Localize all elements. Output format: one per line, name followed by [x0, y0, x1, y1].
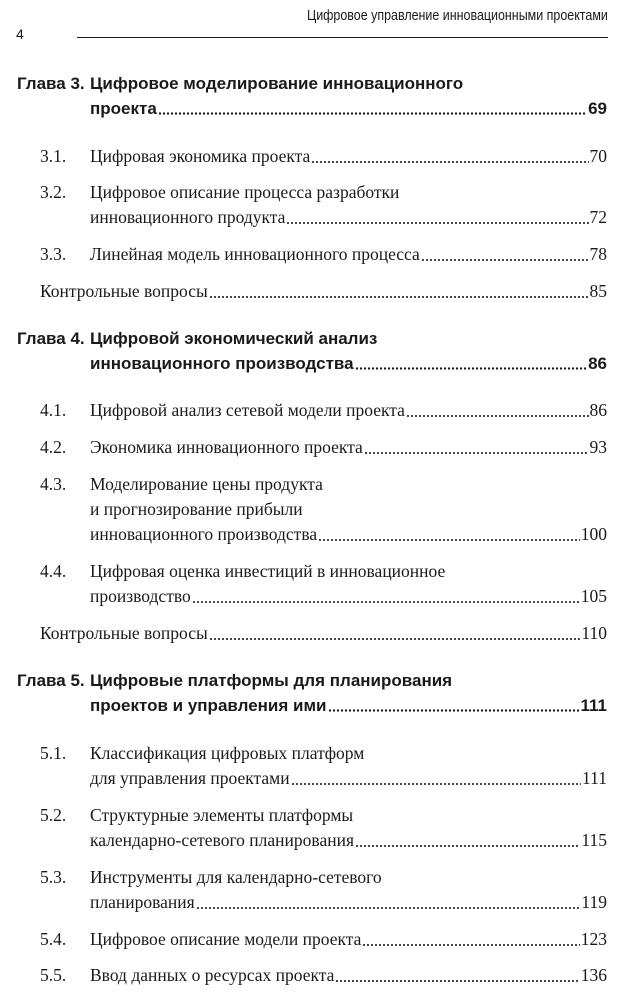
dot-leader	[209, 296, 589, 298]
section-number: 4.1.	[40, 400, 67, 420]
page-ref: 110	[581, 623, 607, 643]
dot-leader	[311, 161, 588, 163]
page-header	[0, 0, 628, 40]
toc-section-4-3	[0, 472, 628, 547]
section-entry	[90, 890, 607, 915]
dot-leader	[364, 452, 589, 454]
page-ref: 100	[580, 524, 607, 544]
chapter-title-line: проекта	[90, 99, 157, 118]
section-title: календарно-сетевого планирования	[90, 830, 354, 850]
section-number: 4.4.	[40, 561, 67, 581]
section-title: инновационного производства	[90, 524, 318, 544]
section-number: 5.3.	[40, 867, 67, 887]
dot-leader	[335, 980, 579, 982]
page-ref: 78	[589, 244, 607, 264]
toc-section-5-4	[0, 927, 628, 952]
chapter-title-entry	[90, 693, 607, 718]
toc-section-5-2	[0, 803, 628, 853]
dot-leader	[209, 638, 581, 640]
section-title: планирования	[90, 892, 195, 912]
page-ref: 69	[588, 99, 607, 118]
dot-leader	[196, 907, 581, 909]
section-number: 5.2.	[40, 805, 67, 825]
section-entry	[90, 398, 607, 423]
dot-leader	[421, 259, 589, 261]
page-ref: 93	[589, 437, 607, 457]
page-ref: 115	[581, 830, 607, 850]
dot-leader	[286, 222, 588, 224]
section-entry	[90, 927, 607, 952]
section-title: для управления проектами	[90, 768, 290, 788]
section-title: Ввод данных о ресурсах проекта	[90, 965, 335, 985]
toc-review-questions-3	[0, 279, 628, 304]
section-title: Цифровой анализ сетевой модели проекта	[90, 400, 405, 420]
page-ref: 86	[589, 400, 607, 420]
dot-leader	[362, 944, 579, 946]
page-number: 4	[16, 26, 24, 42]
page-ref: 85	[589, 281, 607, 301]
section-entry	[90, 766, 607, 791]
section-title-line: Инструменты для календарно-сетевого	[90, 867, 382, 887]
toc-chapter-4	[0, 326, 628, 378]
toc-section-3-1	[0, 144, 628, 169]
running-title: Цифровое управление инновационными проектами	[307, 8, 608, 24]
section-title-line: и прогнозирование прибыли	[90, 499, 303, 519]
section-entry	[90, 144, 607, 169]
section-title: Цифровая экономика проекта	[90, 146, 311, 166]
dot-leader	[355, 845, 580, 847]
chapter-title-entry	[90, 96, 607, 121]
section-title-line: Цифровое описание процесса разработки	[90, 182, 400, 202]
section-number: 3.1.	[40, 146, 67, 166]
toc-chapter-3	[0, 71, 628, 123]
chapter-title-line: инновационного производства	[90, 354, 354, 373]
page-ref: 86	[588, 354, 607, 373]
chapter-title-line: Цифровые платформы для планирования	[90, 671, 453, 690]
section-number: 3.3.	[40, 244, 67, 264]
toc-section-3-2	[0, 180, 628, 230]
dot-leader	[318, 539, 580, 541]
page-ref: 70	[589, 146, 607, 166]
section-entry	[90, 242, 607, 267]
chapter-title-line: Цифровой экономический анализ	[90, 329, 378, 348]
section-title: инновационного продукта	[90, 207, 286, 227]
section-title: производство	[90, 586, 191, 606]
section-entry	[90, 963, 607, 988]
toc-review-questions-4	[0, 621, 628, 646]
section-number: 4.2.	[40, 437, 67, 457]
section-number: 5.4.	[40, 929, 67, 949]
dot-leader	[192, 601, 580, 603]
dot-leader	[291, 783, 581, 785]
toc-chapter-5	[0, 668, 628, 720]
toc-section-4-2	[0, 435, 628, 460]
section-entry	[90, 205, 607, 230]
section-title-line: Структурные элементы платформы	[90, 805, 354, 825]
chapter-label: Глава 5.	[17, 671, 85, 690]
page-ref: 111	[582, 768, 607, 788]
dot-leader	[406, 415, 589, 417]
section-entry	[90, 584, 607, 609]
section-title: Цифровое описание модели проекта	[90, 929, 362, 949]
dot-leader	[328, 709, 580, 712]
section-title-line: Классификация цифровых платформ	[90, 743, 365, 763]
section-title: Контрольные вопросы	[40, 623, 208, 643]
page-ref: 123	[580, 929, 607, 949]
toc-section-3-3	[0, 242, 628, 267]
toc-section-5-5	[0, 963, 628, 988]
section-entry	[90, 435, 607, 460]
section-number: 3.2.	[40, 182, 67, 202]
chapter-label: Глава 4.	[17, 329, 85, 348]
toc-section-5-1	[0, 741, 628, 791]
section-title: Экономика инновационного проекта	[90, 437, 363, 457]
section-entry	[90, 522, 607, 547]
page-ref: 119	[581, 892, 607, 912]
section-title-line: Моделирование цены продукта	[90, 474, 323, 494]
section-number: 5.5.	[40, 965, 67, 985]
chapter-label: Глава 3.	[17, 74, 85, 93]
page-ref: 111	[580, 696, 607, 715]
section-entry	[90, 828, 607, 853]
chapter-title-line: Цифровое моделирование инновационного	[90, 74, 464, 93]
section-number: 5.1.	[40, 743, 67, 763]
toc-section-5-3	[0, 865, 628, 915]
section-entry	[40, 279, 607, 304]
toc-section-4-1	[0, 398, 628, 423]
chapter-title-line: проектов и управления ими	[90, 696, 327, 715]
section-title: Контрольные вопросы	[40, 281, 208, 301]
header-rule	[77, 37, 608, 38]
page-ref: 72	[589, 207, 607, 227]
section-title-line: Цифровая оценка инвестиций в инновационное	[90, 561, 446, 581]
section-entry	[40, 621, 607, 646]
toc-section-4-4	[0, 559, 628, 609]
section-title: Линейная модель инновационного процесса	[90, 244, 420, 264]
dot-leader	[355, 367, 588, 370]
page-ref: 136	[580, 965, 607, 985]
section-number: 4.3.	[40, 474, 67, 494]
page-ref: 105	[580, 586, 607, 606]
chapter-title-entry	[90, 351, 607, 376]
dot-leader	[158, 112, 587, 115]
